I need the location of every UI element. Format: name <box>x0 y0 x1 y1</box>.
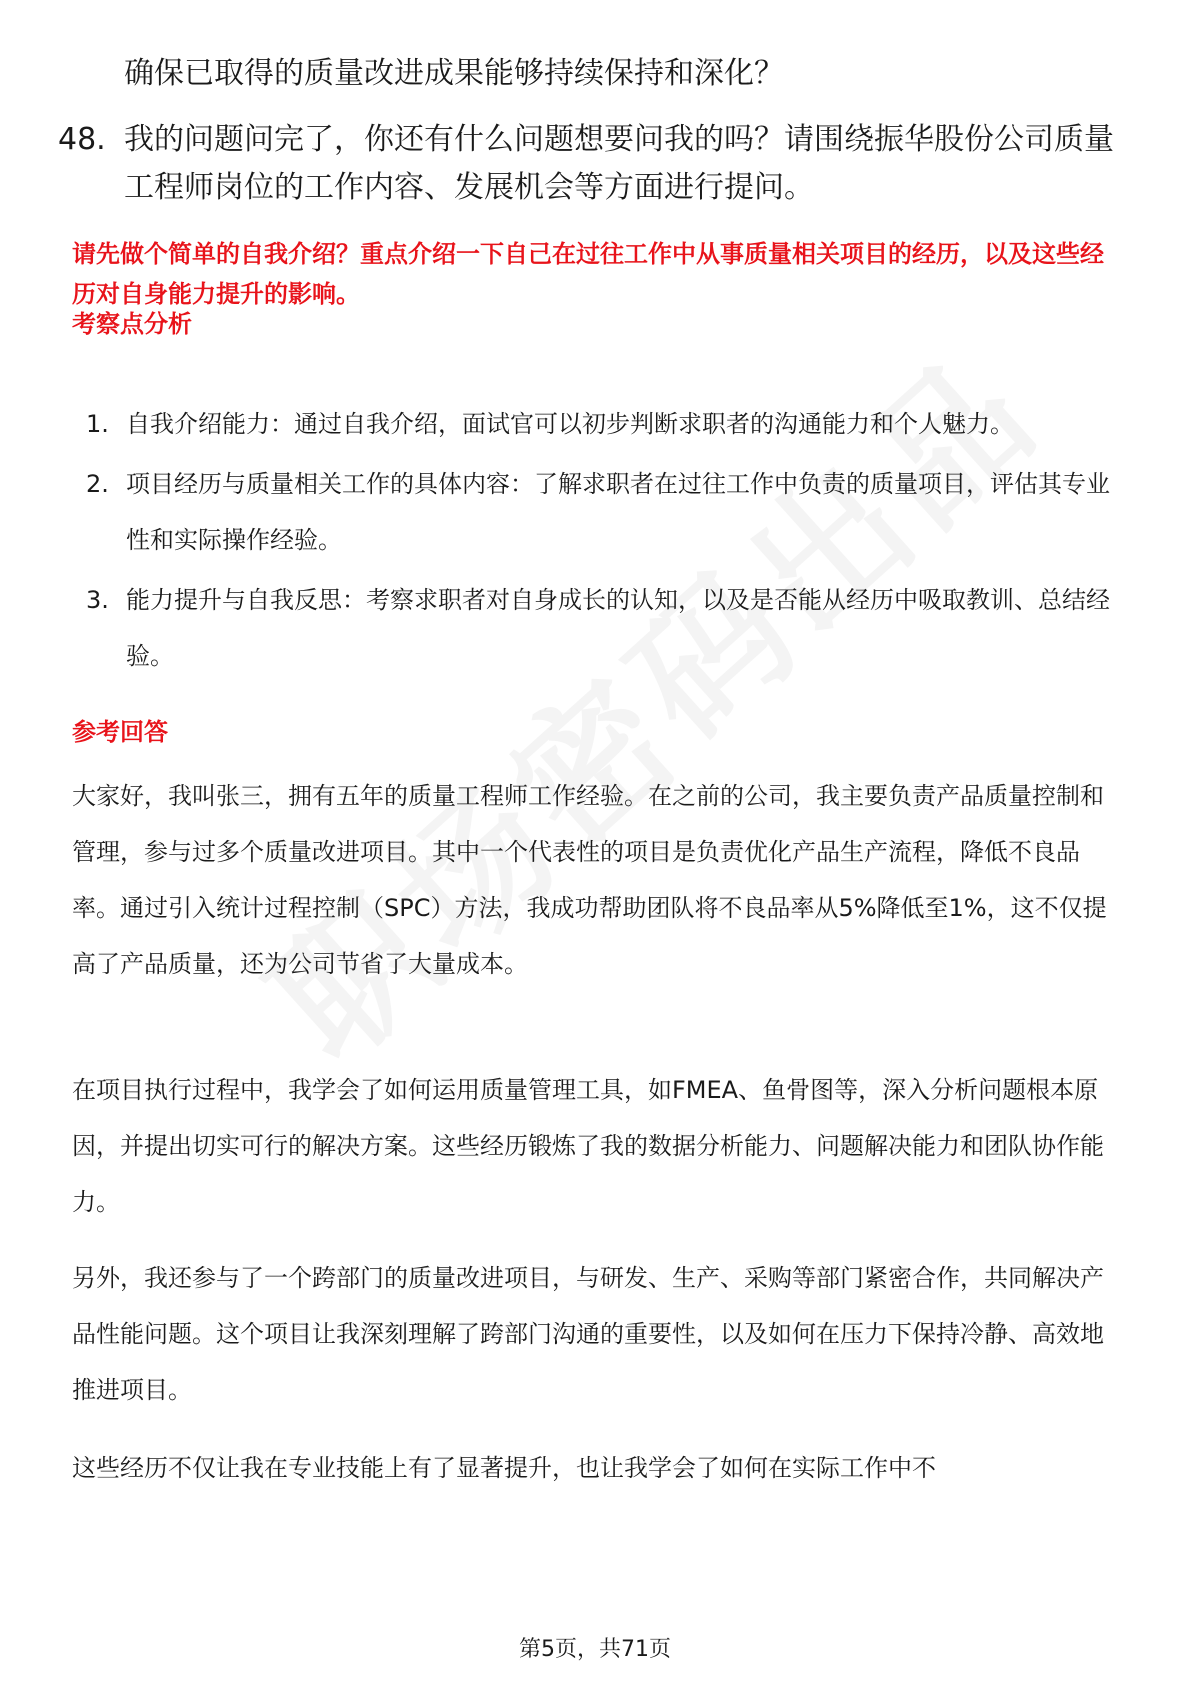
question-number: 48. <box>58 122 106 157</box>
question-48 <box>58 116 1128 212</box>
reference-heading: 参考回答 <box>72 718 168 746</box>
highlight-question: 请先做个简单的自我介绍？重点介绍一下自己在过往工作中从事质量相关项目的经历，以及这些经历对自身能力提升的影响。 <box>72 240 1104 308</box>
answer-paragraph: 在项目执行过程中，我学会了如何运用质量管理工具，如FMEA、鱼骨图等，深入分析问题根本原因，并提出切实可行的解决方案。这些经历锻炼了我的数据分析能力、问题解决能力和团队协作能力。 <box>72 1076 1104 1216</box>
page-footer: 第5页，共71页 <box>519 1637 671 1662</box>
analysis-item <box>72 572 1122 684</box>
answer-paragraph: 大家好，我叫张三，拥有五年的质量工程师工作经验。在之前的公司，我主要负责产品质量控制和管理，参与过多个质量改进项目。其中一个代表性的项目是负责优化产品生产流程，降低不良品率。通过引入统计过程控制（SPC）方法，我成功帮助团队将不良品率从5%降低至1%，这不仅提高了产品质量，还为公司节省了大量成本。 <box>72 782 1107 978</box>
analysis-item-text: 能力提升与自我反思：考察求职者对自身成长的认知，以及是否能从经历中吸取教训、总结经验。 <box>126 586 1110 670</box>
question-text: 我的问题问完了，你还有什么问题想要问我的吗？请围绕振华股份公司质量工程师岗位的工作内容、发展机会等方面进行提问。 <box>124 122 1114 205</box>
analysis-item-text: 自我介绍能力：通过自我介绍，面试官可以初步判断求职者的沟通能力和个人魅力。 <box>126 410 1014 438</box>
analysis-item <box>72 396 1122 452</box>
answer-paragraph: 这些经历不仅让我在专业技能上有了显著提升，也让我学会了如何在实际工作中不 <box>72 1454 936 1482</box>
analysis-item-number: 2. <box>86 470 109 498</box>
analysis-item-text: 项目经历与质量相关工作的具体内容：了解求职者在过往工作中负责的质量项目，评估其专业性和实际操作经验。 <box>126 470 1110 554</box>
analysis-list <box>72 396 1122 688</box>
analysis-item-number: 1. <box>86 410 109 438</box>
analysis-item-number: 3. <box>86 586 109 614</box>
analysis-heading: 考察点分析 <box>72 310 192 338</box>
analysis-item <box>72 456 1122 568</box>
question-continuation: 确保已取得的质量改进成果能够持续保持和深化？ <box>124 56 784 91</box>
answer-paragraph: 另外，我还参与了一个跨部门的质量改进项目，与研发、生产、采购等部门紧密合作，共同解决产品性能问题。这个项目让我深刻理解了跨部门沟通的重要性，以及如何在压力下保持冷静、高效地推进项目。 <box>72 1264 1104 1404</box>
